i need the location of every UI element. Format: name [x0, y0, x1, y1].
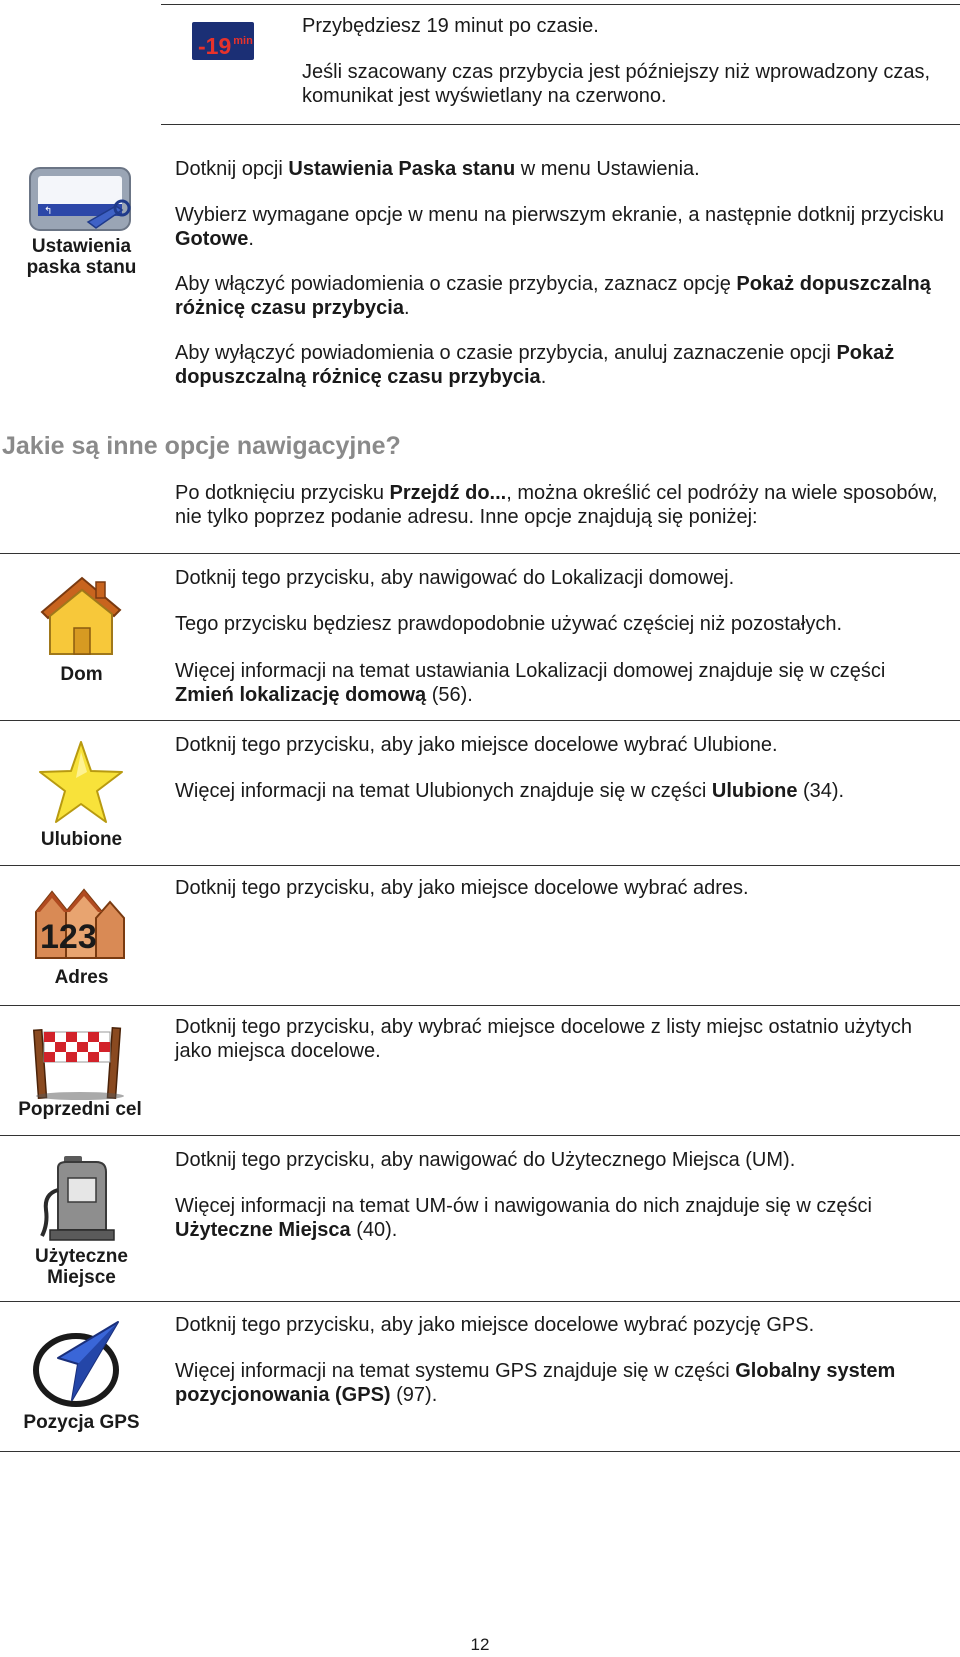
home-p2: Tego przycisku będziesz prawdopodobnie używać częściej niż pozostałych.: [175, 613, 843, 635]
top-line2: Jeśli szacowany czas przybycia jest późniejszy niż wprowadzony czas, komunikat jest wyświetlany na czerwono.: [302, 61, 931, 107]
address-label: Adres: [54, 967, 109, 988]
address-p1: Dotknij tego przycisku, aby jako miejsce docelowe wybrać adres.: [175, 877, 749, 899]
row-divider: [0, 553, 960, 554]
section-intro: Po dotknięciu przycisku Przejdź do..., można określić cel podróży na wiele sposobów, nie tylko poprzez podanie adresu. Inne opcje znajdują się poniżej:: [175, 482, 938, 528]
row-divider: [0, 1005, 960, 1006]
finish-flag-icon: [30, 1022, 130, 1102]
gps-label: Pozycja GPS: [23, 1412, 140, 1433]
address-icon-digits: 123: [40, 918, 97, 956]
arrival-delay-badge: [192, 22, 254, 60]
home-label: Dom: [60, 664, 103, 685]
fuel-pump-icon: [36, 1150, 126, 1246]
row-divider: [0, 1135, 960, 1136]
settings-icon-label: Ustawienia paska stanu: [26, 236, 137, 278]
gps-p1: Dotknij tego przycisku, aby jako miejsce docelowe wybrać pozycję GPS.: [175, 1314, 815, 1336]
status-bar-settings-icon: [26, 166, 136, 238]
settings-p3: Aby włączyć powiadomienia o czasie przybycia, zaznacz opcję Pokaż dopuszczalną różnicę czasu przybycia.: [175, 273, 931, 319]
section-heading: Jakie są inne opcje nawigacyjne?: [2, 432, 401, 460]
top-rule: [161, 4, 960, 5]
row-divider: [0, 720, 960, 721]
poi-p1: Dotknij tego przycisku, aby nawigować do Użytecznego Miejsca (UM).: [175, 1149, 796, 1171]
address-houses-icon: [32, 882, 128, 962]
top-line1: Przybędziesz 19 minut po czasie.: [302, 15, 599, 37]
poi-label: Użyteczne Miejsce: [35, 1246, 128, 1288]
svg-text:↰: ↰: [44, 206, 53, 217]
home-p1: Dotknij tego przycisku, aby nawigować do Lokalizacji domowej.: [175, 567, 735, 589]
home-icon: [34, 572, 124, 662]
favourites-p2: Więcej informacji na temat Ulubionych znajduje się w części Ulubione (34).: [175, 780, 845, 802]
star-icon: [36, 738, 126, 828]
badge-value: -19: [198, 33, 232, 59]
gps-p2: Więcej informacji na temat systemu GPS znajduje się w części Globalny system pozycjonowania (GPS) (97).: [175, 1360, 896, 1406]
badge-unit: min: [233, 35, 253, 47]
top-row-divider: [161, 124, 960, 125]
gps-arrow-icon: [32, 1318, 128, 1408]
recent-label: Poprzedni cel: [18, 1099, 142, 1120]
settings-p1: Dotknij opcji Ustawienia Paska stanu w menu Ustawienia.: [175, 158, 700, 180]
settings-p2: Wybierz wymagane opcje w menu na pierwszym ekranie, a następnie dotknij przycisku Gotowe.: [175, 204, 945, 250]
row-divider: [0, 1451, 960, 1452]
favourites-label: Ulubione: [40, 829, 123, 850]
favourites-p1: Dotknij tego przycisku, aby jako miejsce docelowe wybrać Ulubione.: [175, 734, 778, 756]
settings-p4: Aby wyłączyć powiadomienia o czasie przybycia, anuluj zaznaczenie opcji Pokaż dopuszczalną różnicę czasu przybycia.: [175, 342, 895, 388]
recent-p1: Dotknij tego przycisku, aby wybrać miejsce docelowe z listy miejsc ostatnio użytych jako miejsca docelowe.: [175, 1016, 912, 1062]
home-p3: Więcej informacji na temat ustawiania Lokalizacji domowej znajduje się w części Zmień lokalizację domową (56).: [175, 660, 886, 706]
page-number: 12: [470, 1635, 490, 1654]
poi-p2: Więcej informacji na temat UM-ów i nawigowania do nich znajduje się w części Użyteczne Miejsca (40).: [175, 1195, 872, 1241]
row-divider: [0, 865, 960, 866]
row-divider: [0, 1301, 960, 1302]
